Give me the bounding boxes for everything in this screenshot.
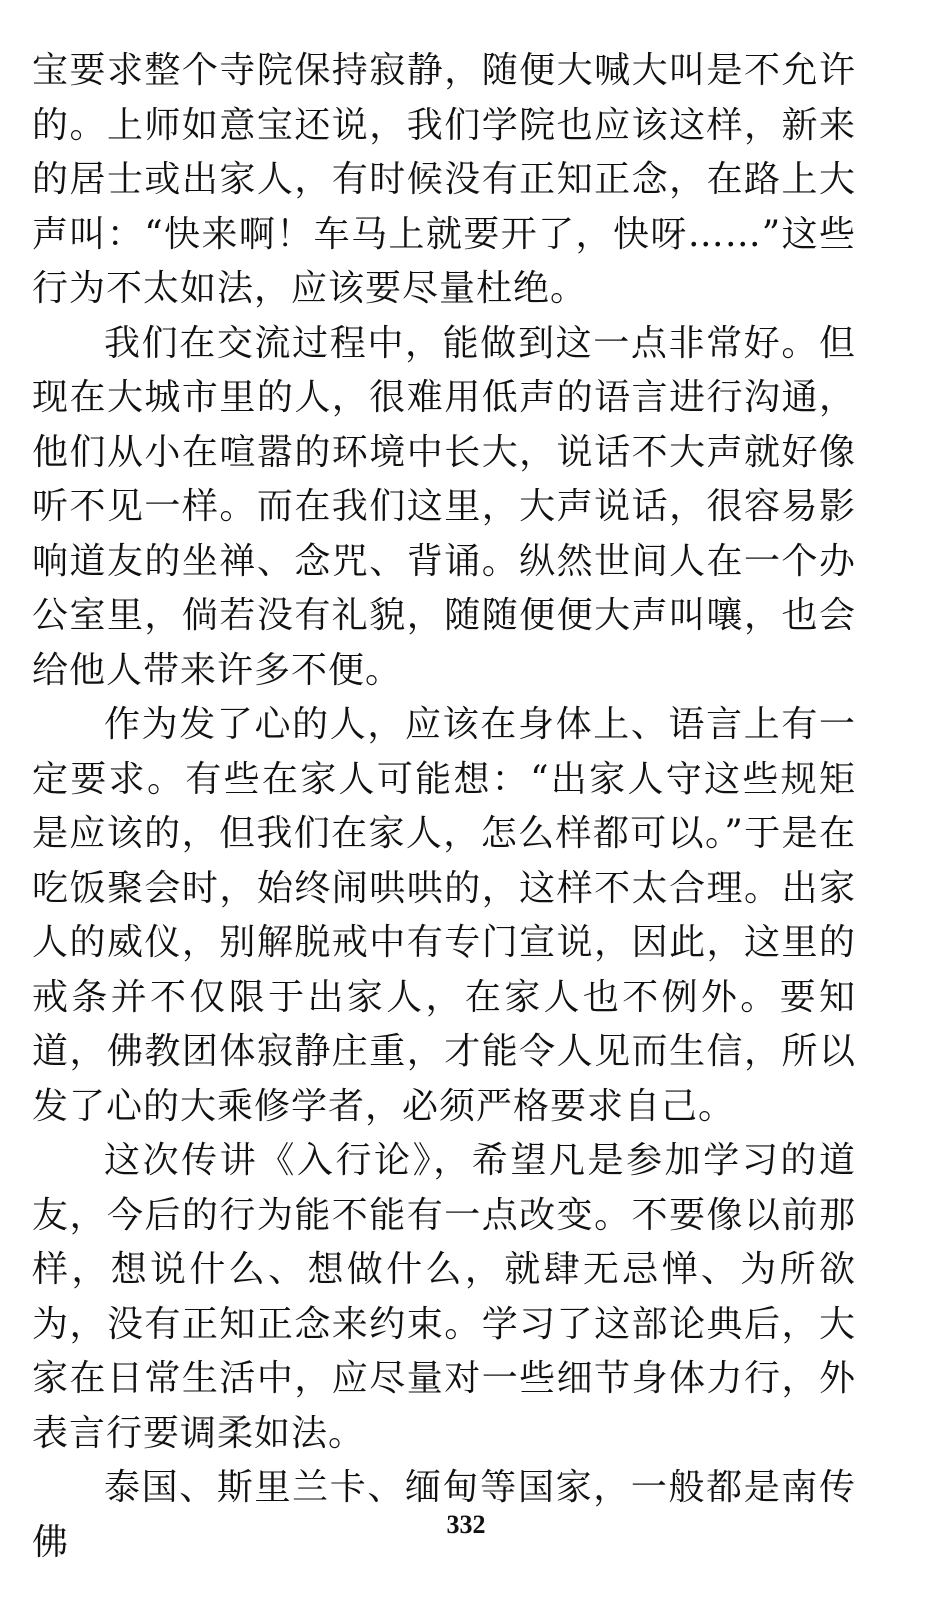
page-body — [32, 44, 856, 1570]
paragraph-5: 泰国、斯里兰卡、缅甸等国家，一般都是南传佛 — [32, 1467, 856, 1563]
paragraph-1: 宝要求整个寺院保持寂静，随便大喊大叫是不允许的。上师如意宝还说，我们学院也应该这样，新来的居士或出家人，有时候没有正知正念，在路上大声叫：“快来啊！车马上就要开了，快呀……”这些行为不太如法，应该要尽量杜绝。 — [32, 50, 856, 309]
page-number: 332 — [446, 1510, 486, 1539]
paragraph-3: 作为发了心的人，应该在身体上、语言上有一定要求。有些在家人可能想：“出家人守这些规矩是应该的，但我们在家人，怎么样都可以。”于是在吃饭聚会时，始终闹哄哄的，这样不太合理。出家人的威仪，别解脱戒中有专门宣说，因此，这里的戒条并不仅限于出家人，在家人也不例外。要知道，佛教团体寂静庄重，才能令人见而生信，所以发了心的大乘修学者，必须严格要求自己。 — [32, 704, 856, 1127]
paragraph-2: 我们在交流过程中，能做到这一点非常好。但现在大城市里的人，很难用低声的语言进行沟通，他们从小在喧嚣的环境中长大，说话不大声就好像听不见一样。而在我们这里，大声说话，很容易影响道友的坐禅、念咒、背诵。纵然世间人在一个办公室里，倘若没有礼貌，随随便便大声叫嚷，也会给他人带来许多不便。 — [32, 322, 856, 691]
paragraph-4: 这次传讲《入行论》，希望凡是参加学习的道友，今后的行为能不能有一点改变。不要像以前那样，想说什么、想做什么，就肆无忌惮、为所欲为，没有正知正念来约束。学习了这部论典后，大家在日常生活中，应尽量对一些细节身体力行，外表言行要调柔如法。 — [32, 1140, 856, 1454]
